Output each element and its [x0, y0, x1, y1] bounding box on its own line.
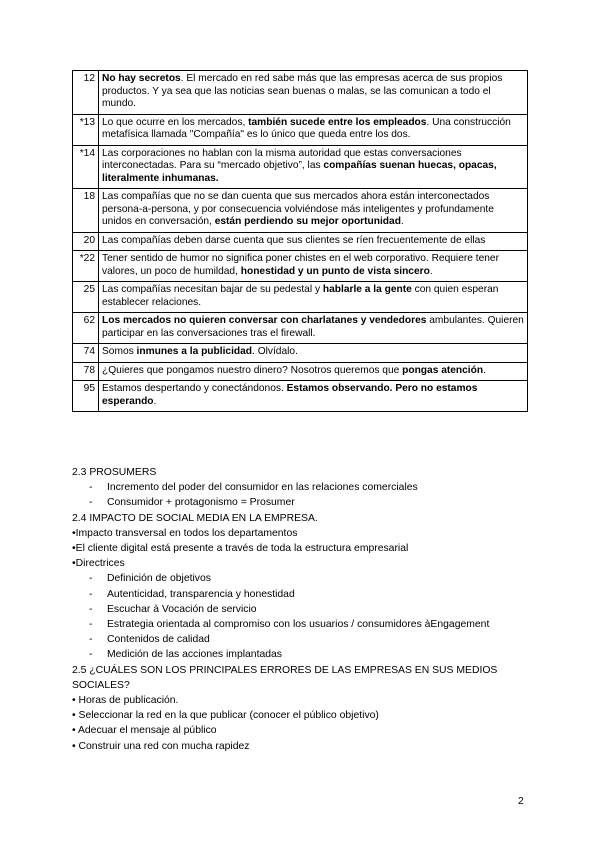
- thesis-segment: .: [483, 364, 486, 376]
- thesis-number: *14: [73, 145, 99, 189]
- thesis-number: 20: [73, 232, 99, 251]
- thesis-emphasis: también sucede entre los empleados: [248, 116, 427, 128]
- theses-table: [72, 70, 528, 412]
- list-item: - Definición de objetivos: [72, 571, 528, 586]
- thesis-emphasis: No hay secretos: [102, 73, 181, 84]
- thesis-text: [99, 282, 528, 313]
- list-item: - Escuchar à Vocación de servicio: [72, 602, 528, 617]
- thesis-segment: Tener sentido de humor no significa poner chistes en el web corporativo. Requiere tener valores, un poco de humildad,: [102, 253, 499, 277]
- thesis-number: *22: [73, 251, 99, 282]
- thesis-number: 18: [73, 189, 99, 233]
- thesis-emphasis: compañías suenan huecas, opacas, literalmente inhumanas.: [102, 160, 497, 184]
- table-row: [73, 232, 528, 251]
- list-item: - Incremento del poder del consumidor en las relaciones comerciales: [72, 480, 528, 495]
- thesis-number: 12: [73, 71, 99, 115]
- thesis-segment: ambulantes. Quieren participar en las conversaciones tras el firewall.: [102, 315, 524, 339]
- thesis-emphasis: pongas atención: [402, 364, 484, 376]
- list-item: - Contenidos de calidad: [72, 632, 528, 647]
- thesis-text: [99, 145, 528, 189]
- thesis-text: [99, 71, 528, 115]
- thesis-text: [99, 251, 528, 282]
- table-row: [73, 145, 528, 189]
- thesis-number: *13: [73, 114, 99, 145]
- thesis-number: 25: [73, 282, 99, 313]
- impacto-point: •El cliente digital está presente a través de toda la estructura empresarial: [72, 543, 409, 555]
- thesis-text: [99, 189, 528, 233]
- list-item: • Horas de publicación.: [72, 695, 179, 707]
- thesis-segment: .: [400, 216, 404, 227]
- prosumers-list: [72, 480, 528, 510]
- table-row: [73, 189, 528, 233]
- errores-list: [72, 693, 528, 754]
- thesis-segment: . Una construcción metafísica llamada "Compañía" es lo único que queda entre los dos.: [102, 116, 511, 140]
- thesis-segment: Las compañías deben darse cuenta que sus clientes se ríen frecuentemente de ellas: [102, 234, 486, 246]
- list-item: • Seleccionar la red en la que publicar (conocer el público objetivo): [72, 710, 379, 722]
- thesis-text: [99, 114, 528, 145]
- list-item: - Estrategia orientada al compromiso con los usuarios / consumidores àEngagement: [72, 617, 528, 632]
- list-item: - Consumidor + protagonismo = Prosumer: [72, 495, 528, 510]
- prosumers-heading: 2.3 PROSUMERS: [72, 467, 157, 478]
- thesis-segment: . Olvídalo.: [252, 346, 298, 357]
- table-row: [73, 282, 528, 313]
- thesis-text: [99, 344, 528, 363]
- errores-heading: 2.5 ¿CUÁLES SON LOS PRINCIPALES ERRORES DE LAS EMPRESAS EN SUS MEDIOS SOCIALES?: [72, 664, 498, 691]
- thesis-number: 62: [73, 313, 99, 344]
- thesis-segment: .: [429, 265, 433, 277]
- thesis-segment: Las compañías necesitan bajar de su pedestal y: [102, 284, 323, 295]
- thesis-segment: Somos: [102, 346, 137, 357]
- body-sections: [72, 465, 528, 754]
- table-row: [73, 362, 528, 381]
- thesis-emphasis: están perdiendo su mejor oportunidad: [214, 216, 401, 227]
- thesis-segment: con quien esperan establecer relaciones.: [102, 284, 499, 308]
- thesis-text: [99, 381, 528, 412]
- table-row: [73, 114, 528, 145]
- table-row: [73, 71, 528, 115]
- thesis-emphasis: Estamos observando. Pero no estamos esperando: [102, 383, 478, 407]
- table-row: [73, 381, 528, 412]
- impacto-point: •Directrices: [72, 558, 125, 570]
- thesis-segment: Las compañías que no se dan cuenta que sus mercados ahora están interconectados persona-a-persona, y por consecuencia volviéndose más inteligentes y profundamente unidos en conversación,: [102, 191, 494, 227]
- list-item: • Adecuar el mensaje al público: [72, 725, 217, 737]
- thesis-emphasis: inmunes a la publicidad: [136, 346, 253, 357]
- thesis-number: 78: [73, 362, 99, 381]
- thesis-text: [99, 232, 528, 251]
- thesis-number: 95: [73, 381, 99, 412]
- directrices-list: [72, 571, 528, 662]
- thesis-segment: ¿Quieres que pongamos nuestro dinero? Nosotros queremos que: [102, 364, 403, 376]
- table-row: [73, 344, 528, 363]
- impacto-point: •Impacto transversal en todos los departamentos: [72, 527, 298, 539]
- table-row: [73, 251, 528, 282]
- table-row: [73, 313, 528, 344]
- page-number: 2: [518, 796, 524, 807]
- thesis-emphasis: hablarle a la gente: [322, 284, 412, 295]
- thesis-segment: Lo que ocurre en los mercados,: [102, 116, 249, 128]
- thesis-segment: Estamos despertando y conectándonos.: [102, 383, 287, 394]
- list-item: - Medición de las acciones implantadas: [72, 647, 528, 662]
- thesis-number: 74: [73, 344, 99, 363]
- thesis-segment: .: [153, 395, 157, 407]
- list-item: • Construir una red con mucha rapidez: [72, 740, 250, 752]
- thesis-emphasis: honestidad y un punto de vista sincero: [240, 265, 430, 277]
- thesis-segment: . El mercado en red sabe más que las empresas acerca de sus propios productos. Y ya sea que las noticias sean buenas o malas, se las comunican a todo el mundo.: [102, 73, 503, 109]
- thesis-segment: Las corporaciones no hablan con la misma autoridad que estas conversaciones interconectadas. Para su “mercado objetivo”, las: [102, 147, 462, 171]
- impacto-heading: 2.4 IMPACTO DE SOCIAL MEDIA EN LA EMPRESA.: [72, 512, 318, 524]
- thesis-text: [99, 313, 528, 344]
- list-item: - Autenticidad, transparencia y honestidad: [72, 587, 528, 602]
- thesis-text: [99, 362, 528, 381]
- thesis-emphasis: Los mercados no quieren conversar con charlatanes y vendedores: [102, 315, 427, 326]
